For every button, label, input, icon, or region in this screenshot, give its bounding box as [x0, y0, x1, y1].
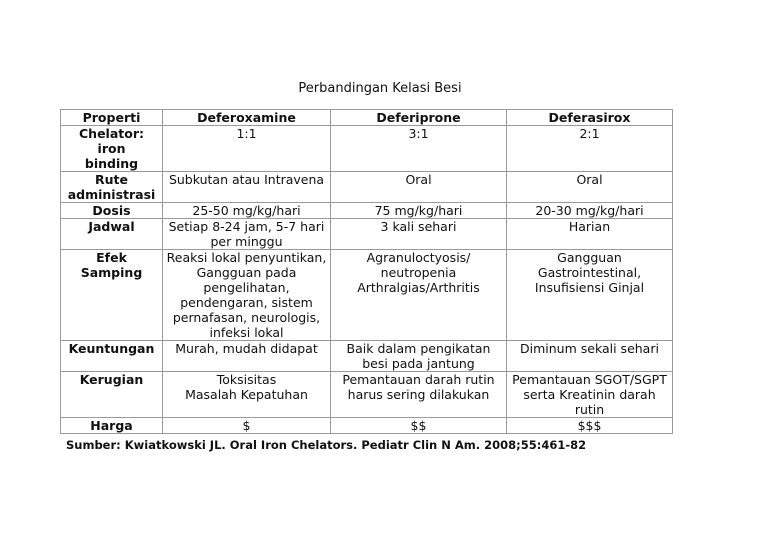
cell-text-line: Setiap 8-24 jam, 5-7 hari — [168, 219, 325, 234]
cell-text-line: Subkutan atau Intravena — [168, 172, 325, 187]
cell-text-line: $$$ — [577, 418, 602, 433]
cell-text-line: Baik dalam pengikatan — [346, 341, 491, 356]
table-body — [61, 126, 673, 434]
page-title: Perbandingan Kelasi Besi — [298, 81, 462, 96]
cell-text-line: Dosis — [92, 203, 131, 218]
cell-text-line: Masalah Kepatuhan — [185, 387, 308, 402]
table-row — [61, 341, 673, 372]
cell-deferoxamine — [163, 203, 331, 219]
cell-text-line: 2:1 — [579, 126, 600, 141]
cell-text-line: Pemantauan darah rutin — [342, 372, 495, 387]
cell-text-line: $ — [242, 418, 251, 433]
cell-property — [61, 219, 163, 250]
cell-deferasirox — [507, 250, 673, 341]
cell-property — [61, 372, 163, 418]
cell-text-line: Insufisiensi Ginjal — [534, 280, 645, 295]
cell-text-line: besi pada jantung — [362, 356, 475, 371]
header-property: Properti — [61, 110, 163, 126]
header-deferiprone: Deferiprone — [331, 110, 507, 126]
cell-text-line: Samping — [80, 265, 143, 280]
cell-text-line: Gangguan — [557, 250, 622, 265]
cell-text-line: rutin — [574, 402, 605, 417]
cell-property — [61, 203, 163, 219]
cell-text-line: Reaksi lokal penyuntikan, — [166, 250, 327, 265]
cell-deferoxamine — [163, 219, 331, 250]
cell-text-line: Toksisitas — [216, 372, 277, 387]
cell-text-line: pendengaran, sistem — [180, 295, 313, 310]
cell-deferoxamine — [163, 250, 331, 341]
cell-deferiprone — [331, 126, 507, 172]
table-row — [61, 372, 673, 418]
cell-deferasirox — [507, 172, 673, 203]
cell-text-line: Gastrointestinal, — [537, 265, 642, 280]
cell-text-line: 25-50 mg/kg/hari — [192, 203, 301, 218]
table-row — [61, 219, 673, 250]
comparison-table — [60, 109, 673, 434]
cell-text-line: pernafasan, neurologis, — [172, 310, 321, 325]
table-row — [61, 250, 673, 341]
cell-property — [61, 172, 163, 203]
cell-text-line: Harga — [90, 418, 133, 433]
table-row — [61, 203, 673, 219]
cell-text-line: harus sering dilakukan — [347, 387, 490, 402]
cell-deferiprone — [331, 372, 507, 418]
cell-text-line: Oral — [405, 172, 432, 187]
cell-text-line: 75 mg/kg/hari — [374, 203, 463, 218]
cell-property — [61, 126, 163, 172]
cell-deferasirox — [507, 418, 673, 434]
cell-text-line: 3:1 — [408, 126, 429, 141]
cell-deferoxamine — [163, 126, 331, 172]
cell-text-line: Agranuloctyosis/ — [366, 250, 471, 265]
cell-deferasirox — [507, 341, 673, 372]
cell-deferasirox — [507, 372, 673, 418]
cell-text-line: Rute — [95, 172, 128, 187]
cell-text-line: Chelator: — [79, 126, 144, 141]
cell-text-line: Diminum sekali sehari — [520, 341, 659, 356]
cell-text-line: Arthralgias/Arthritis — [357, 280, 480, 295]
cell-text-line: neutropenia — [380, 265, 457, 280]
cell-deferiprone — [331, 341, 507, 372]
cell-text-line: infeksi lokal — [209, 325, 284, 340]
table-row — [61, 418, 673, 434]
cell-text-line: Harian — [568, 219, 611, 234]
source-citation: Sumber: Kwiatkowski JL. Oral Iron Chelators. Pediatr Clin N Am. 2008;55:461-82 — [66, 438, 587, 452]
cell-deferasirox — [507, 126, 673, 172]
cell-text-line: serta Kreatinin darah — [523, 387, 656, 402]
cell-text-line: Efek — [96, 250, 127, 265]
cell-text-line: $$ — [410, 418, 427, 433]
cell-deferiprone — [331, 219, 507, 250]
cell-deferasirox — [507, 219, 673, 250]
table-header-row — [61, 110, 673, 126]
cell-property — [61, 418, 163, 434]
cell-text-line: 3 kali sehari — [380, 219, 457, 234]
cell-deferoxamine — [163, 341, 331, 372]
table-row — [61, 172, 673, 203]
cell-deferiprone — [331, 203, 507, 219]
cell-deferoxamine — [163, 172, 331, 203]
cell-text-line: Oral — [576, 172, 603, 187]
cell-deferiprone — [331, 418, 507, 434]
cell-text-line: binding — [84, 156, 139, 171]
cell-property — [61, 250, 163, 341]
cell-text-line: administrasi — [67, 187, 156, 202]
cell-text-line: per minggu — [210, 234, 283, 249]
cell-text-line: Kerugian — [79, 372, 144, 387]
header-deferasirox: Deferasirox — [507, 110, 673, 126]
header-deferoxamine: Deferoxamine — [163, 110, 331, 126]
cell-text-line: iron — [97, 141, 126, 156]
cell-text-line: pengelihatan, — [203, 280, 290, 295]
cell-text-line: Keuntungan — [68, 341, 155, 356]
cell-text-line: 1:1 — [236, 126, 257, 141]
cell-text-line: Murah, mudah didapat — [175, 341, 318, 356]
cell-deferiprone — [331, 172, 507, 203]
cell-text-line: Pemantauan SGOT/SGPT — [512, 372, 667, 387]
cell-text-line: 20-30 mg/kg/hari — [535, 203, 644, 218]
cell-text-line: Jadwal — [88, 219, 135, 234]
table-row — [61, 126, 673, 172]
cell-deferoxamine — [163, 372, 331, 418]
cell-text-line: Gangguan pada — [196, 265, 297, 280]
cell-deferoxamine — [163, 418, 331, 434]
cell-property — [61, 341, 163, 372]
cell-deferasirox — [507, 203, 673, 219]
cell-deferiprone — [331, 250, 507, 341]
